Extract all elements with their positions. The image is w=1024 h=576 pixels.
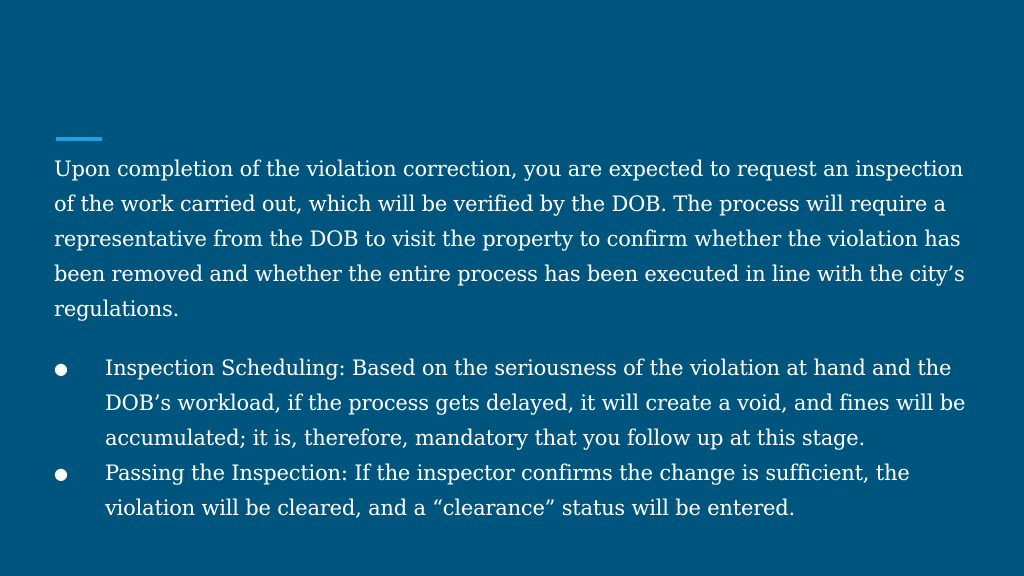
accent-bar — [56, 137, 102, 141]
bullet-item-passing-inspection — [54, 456, 984, 526]
bullet-list — [54, 351, 984, 526]
bullet-dot-icon: ● — [54, 359, 68, 378]
bullet-text: Inspection Scheduling: Based on the seriousness of the violation at hand and the DOB’s workload, if the process gets delayed, it will create a void, and fines will be accumulated; it is, therefore, mandatory that you follow up at this stage. — [105, 356, 966, 450]
bullet-dot-icon: ● — [54, 464, 68, 483]
body-paragraph: Upon completion of the violation correction, you are expected to request an inspection of the work carried out, which will be verified by the DOB. The process will require a representative from the DOB to visit the property to confirm whether the violation has been removed and whether the entire process has been executed in line with the city’s regulations. — [54, 157, 965, 321]
bullet-text: Passing the Inspection: If the inspector confirms the change is sufficient, the violation will be cleared, and a “clearance” status will be entered. — [105, 461, 910, 520]
bullet-item-inspection-scheduling — [54, 351, 984, 456]
